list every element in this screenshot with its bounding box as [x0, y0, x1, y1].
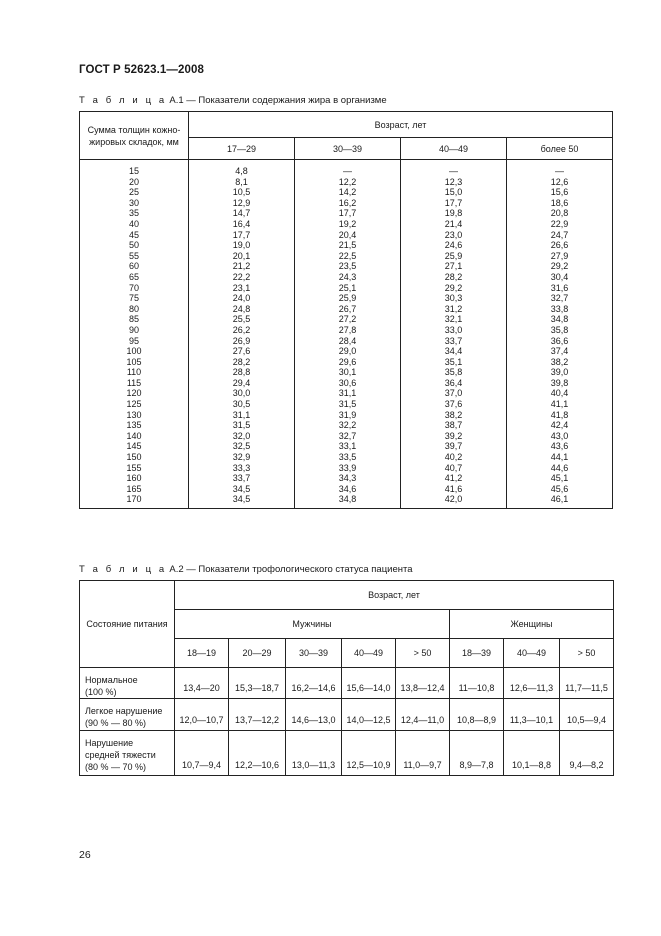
fat-percent-cell: 17,7: [401, 198, 507, 209]
fat-percent-cell: 38,2: [401, 410, 507, 421]
fat-percent-cell: 32,2: [295, 420, 401, 431]
fat-percent-cell: 37,6: [401, 399, 507, 410]
fat-percent-cell: 44,6: [507, 463, 613, 474]
skinfold-sum-cell: 135: [80, 420, 189, 431]
skinfold-sum-cell: 45: [80, 230, 189, 241]
fat-percent-cell: 33,0: [401, 325, 507, 336]
age-group-header: 17—29: [189, 138, 295, 160]
status-value-cell: 15,3—18,7: [229, 668, 286, 699]
status-value-cell: 10,7—9,4: [175, 731, 229, 776]
skinfold-sum-cell: 130: [80, 410, 189, 421]
fat-percent-cell: 25,5: [189, 314, 295, 325]
status-value-cell: 12,2—10,6: [229, 731, 286, 776]
fat-percent-cell: 30,3: [401, 293, 507, 304]
table-row: [80, 399, 613, 410]
table-row: [80, 219, 613, 230]
skinfold-sum-cell: 35: [80, 208, 189, 219]
table-row: [80, 160, 613, 177]
fat-percent-cell: 12,9: [189, 198, 295, 209]
fat-percent-cell: 43,6: [507, 441, 613, 452]
table-row: [80, 240, 613, 251]
skinfold-sum-cell: 50: [80, 240, 189, 251]
nutrition-state-line: (100 %): [85, 687, 117, 697]
fat-percent-cell: 41,6: [401, 484, 507, 495]
status-value-cell: 12,0—10,7: [175, 699, 229, 731]
nutrition-state-line: (80 % — 70 %): [85, 762, 147, 772]
fat-percent-cell: 38,7: [401, 420, 507, 431]
fat-percent-cell: 31,6: [507, 283, 613, 294]
nutrition-state-line: Нормальное: [85, 675, 138, 685]
skinfold-sum-cell: 110: [80, 367, 189, 378]
fat-percent-cell: 15,6: [507, 187, 613, 198]
fat-percent-cell: 33,9: [295, 463, 401, 474]
status-value-cell: 10,5—9,4: [560, 699, 614, 731]
fat-percent-cell: 14,7: [189, 208, 295, 219]
fat-percent-cell: 22,2: [189, 272, 295, 283]
fat-percent-cell: 39,0: [507, 367, 613, 378]
status-value-cell: 12,6—11,3: [504, 668, 560, 699]
fat-percent-cell: 14,2: [295, 187, 401, 198]
skinfold-sum-cell: 70: [80, 283, 189, 294]
table-row: [80, 177, 613, 188]
table-row: [80, 378, 613, 389]
fat-percent-cell: 34,3: [295, 473, 401, 484]
table-row: [80, 441, 613, 452]
col-header-age: Возраст, лет: [189, 112, 613, 138]
table-row: [80, 494, 613, 508]
fat-percent-cell: 29,0: [295, 346, 401, 357]
fat-percent-cell: 46,1: [507, 494, 613, 508]
fat-percent-cell: 26,2: [189, 325, 295, 336]
fat-percent-cell: 34,5: [189, 494, 295, 508]
fat-percent-cell: —: [507, 160, 613, 177]
table-row: [80, 230, 613, 241]
skinfold-sum-cell: 80: [80, 304, 189, 315]
table-row: [80, 272, 613, 283]
fat-percent-cell: 15,0: [401, 187, 507, 198]
skinfold-sum-cell: 150: [80, 452, 189, 463]
fat-percent-cell: 24,8: [189, 304, 295, 315]
table-a1-caption-prefix: Т а б л и ц а: [79, 95, 167, 106]
skinfold-sum-cell: 165: [80, 484, 189, 495]
status-value-cell: 10,1—8,8: [504, 731, 560, 776]
fat-percent-cell: 8,1: [189, 177, 295, 188]
fat-percent-cell: 45,1: [507, 473, 613, 484]
table-row: [80, 388, 613, 399]
status-value-cell: 13,8—12,4: [396, 668, 450, 699]
fat-percent-cell: 19,8: [401, 208, 507, 219]
fat-percent-cell: —: [401, 160, 507, 177]
fat-percent-cell: 33,8: [507, 304, 613, 315]
fat-percent-cell: 28,2: [189, 357, 295, 368]
fat-percent-cell: 30,1: [295, 367, 401, 378]
status-value-cell: 13,4—20: [175, 668, 229, 699]
fat-percent-cell: 25,9: [295, 293, 401, 304]
fat-percent-cell: 40,2: [401, 452, 507, 463]
fat-percent-cell: 29,2: [507, 261, 613, 272]
fat-percent-cell: 23,1: [189, 283, 295, 294]
skinfold-sum-cell: 55: [80, 251, 189, 262]
fat-percent-cell: 27,1: [401, 261, 507, 272]
fat-percent-cell: 24,0: [189, 293, 295, 304]
fat-percent-cell: 18,6: [507, 198, 613, 209]
fat-percent-cell: 31,5: [189, 420, 295, 431]
fat-percent-cell: 12,2: [295, 177, 401, 188]
fat-percent-cell: 26,9: [189, 336, 295, 347]
fat-percent-cell: 24,7: [507, 230, 613, 241]
skinfold-sum-cell: 15: [80, 160, 189, 177]
fat-percent-cell: 31,9: [295, 410, 401, 421]
fat-percent-cell: 20,1: [189, 251, 295, 262]
skinfold-sum-cell: 155: [80, 463, 189, 474]
fat-percent-cell: 20,8: [507, 208, 613, 219]
status-value-cell: 12,4—11,0: [396, 699, 450, 731]
fat-percent-cell: 40,7: [401, 463, 507, 474]
fat-percent-cell: 34,5: [189, 484, 295, 495]
table-row: [80, 699, 614, 731]
fat-percent-cell: 34,4: [401, 346, 507, 357]
fat-percent-cell: 35,8: [401, 367, 507, 378]
status-value-cell: 11,0—9,7: [396, 731, 450, 776]
skinfold-sum-cell: 115: [80, 378, 189, 389]
table-a2-caption: [79, 564, 413, 575]
fat-percent-cell: 40,4: [507, 388, 613, 399]
fat-percent-cell: 12,3: [401, 177, 507, 188]
status-value-cell: 11,7—11,5: [560, 668, 614, 699]
status-value-cell: 10,8—8,9: [450, 699, 504, 731]
table-row: [80, 304, 613, 315]
table-a1-body-fat: [79, 111, 613, 509]
fat-percent-cell: 29,6: [295, 357, 401, 368]
status-value-cell: 13,7—12,2: [229, 699, 286, 731]
fat-percent-cell: 42,4: [507, 420, 613, 431]
fat-percent-cell: 30,5: [189, 399, 295, 410]
fat-percent-cell: 27,2: [295, 314, 401, 325]
fat-percent-cell: 30,4: [507, 272, 613, 283]
col-header-men: Мужчины: [175, 610, 450, 639]
fat-percent-cell: —: [295, 160, 401, 177]
skinfold-sum-cell: 85: [80, 314, 189, 325]
fat-percent-cell: 24,3: [295, 272, 401, 283]
fat-percent-cell: 19,0: [189, 240, 295, 251]
fat-percent-cell: 28,4: [295, 336, 401, 347]
status-value-cell: 14,6—13,0: [286, 699, 342, 731]
age-group-header: 18—39: [450, 639, 504, 668]
fat-percent-cell: 21,4: [401, 219, 507, 230]
table-row: [80, 325, 613, 336]
fat-percent-cell: 32,5: [189, 441, 295, 452]
table-row: [80, 261, 613, 272]
nutrition-state-line: средней тяжести: [85, 750, 156, 760]
fat-percent-cell: 26,6: [507, 240, 613, 251]
age-group-header: > 50: [396, 639, 450, 668]
status-value-cell: 13,0—11,3: [286, 731, 342, 776]
fat-percent-cell: 24,6: [401, 240, 507, 251]
page-number: 26: [79, 849, 91, 861]
fat-percent-cell: 31,2: [401, 304, 507, 315]
table-row: [80, 208, 613, 219]
fat-percent-cell: 33,5: [295, 452, 401, 463]
nutrition-state-label: [80, 668, 175, 699]
fat-percent-cell: 38,2: [507, 357, 613, 368]
fat-percent-cell: 33,3: [189, 463, 295, 474]
status-value-cell: 16,2—14,6: [286, 668, 342, 699]
fat-percent-cell: 30,6: [295, 378, 401, 389]
document-header: ГОСТ Р 52623.1—2008: [79, 64, 204, 76]
table-row: [80, 463, 613, 474]
fat-percent-cell: 32,7: [295, 431, 401, 442]
fat-percent-cell: 21,2: [189, 261, 295, 272]
fat-percent-cell: 29,4: [189, 378, 295, 389]
fat-percent-cell: 30,0: [189, 388, 295, 399]
fat-percent-cell: 27,9: [507, 251, 613, 262]
fat-percent-cell: 20,4: [295, 230, 401, 241]
fat-percent-cell: 43,0: [507, 431, 613, 442]
table-row: [80, 357, 613, 368]
fat-percent-cell: 31,1: [189, 410, 295, 421]
fat-percent-cell: 34,8: [507, 314, 613, 325]
status-value-cell: 11—10,8: [450, 668, 504, 699]
col-header-women: Женщины: [450, 610, 614, 639]
status-value-cell: 8,9—7,8: [450, 731, 504, 776]
nutrition-state-line: Легкое нарушение: [85, 706, 163, 716]
table-a2-caption-prefix: Т а б л и ц а: [79, 564, 167, 575]
skinfold-sum-cell: 60: [80, 261, 189, 272]
fat-percent-cell: 27,6: [189, 346, 295, 357]
skinfold-sum-cell: 25: [80, 187, 189, 198]
skinfold-sum-cell: 40: [80, 219, 189, 230]
fat-percent-cell: 41,2: [401, 473, 507, 484]
fat-percent-cell: 39,2: [401, 431, 507, 442]
table-a2-caption-title: А.2 — Показатели трофологического статуса пациента: [166, 564, 413, 575]
age-group-header: 18—19: [175, 639, 229, 668]
fat-percent-cell: 42,0: [401, 494, 507, 508]
fat-percent-cell: 41,8: [507, 410, 613, 421]
fat-percent-cell: 34,6: [295, 484, 401, 495]
age-group-header: 40—49: [504, 639, 560, 668]
table-row: [80, 314, 613, 325]
skinfold-sum-cell: 100: [80, 346, 189, 357]
fat-percent-cell: 12,6: [507, 177, 613, 188]
col-header-age: Возраст, лет: [175, 581, 614, 610]
table-row: [80, 473, 613, 484]
table-row: [80, 198, 613, 209]
fat-percent-cell: 27,8: [295, 325, 401, 336]
table-a2-trophological-status: [79, 580, 614, 776]
age-group-header: более 50: [507, 138, 613, 160]
fat-percent-cell: 44,1: [507, 452, 613, 463]
age-group-header: > 50: [560, 639, 614, 668]
fat-percent-cell: 33,7: [189, 473, 295, 484]
nutrition-state-line: (90 % — 80 %): [85, 718, 147, 728]
fat-percent-cell: 35,8: [507, 325, 613, 336]
fat-percent-cell: 37,0: [401, 388, 507, 399]
fat-percent-cell: 36,4: [401, 378, 507, 389]
fat-percent-cell: 28,8: [189, 367, 295, 378]
fat-percent-cell: 10,5: [189, 187, 295, 198]
fat-percent-cell: 28,2: [401, 272, 507, 283]
table-row: [80, 431, 613, 442]
nutrition-state-label: [80, 699, 175, 731]
age-group-header: 30—39: [295, 138, 401, 160]
fat-percent-cell: 32,0: [189, 431, 295, 442]
fat-percent-cell: 35,1: [401, 357, 507, 368]
status-value-cell: 14,0—12,5: [342, 699, 396, 731]
table-row: [80, 668, 614, 699]
fat-percent-cell: 17,7: [189, 230, 295, 241]
fat-percent-cell: 45,6: [507, 484, 613, 495]
fat-percent-cell: 31,1: [295, 388, 401, 399]
table-row: [80, 293, 613, 304]
fat-percent-cell: 32,9: [189, 452, 295, 463]
skinfold-sum-cell: 145: [80, 441, 189, 452]
fat-percent-cell: 17,7: [295, 208, 401, 219]
fat-percent-cell: 22,5: [295, 251, 401, 262]
nutrition-state-line: Нарушение: [85, 738, 134, 748]
col-header-skinfold-sum: Сумма толщин кожно-жировых складок, мм: [80, 112, 189, 160]
fat-percent-cell: 16,4: [189, 219, 295, 230]
table-a1-caption: [79, 95, 387, 106]
fat-percent-cell: 39,7: [401, 441, 507, 452]
table-row: [80, 484, 613, 495]
fat-percent-cell: 25,9: [401, 251, 507, 262]
skinfold-sum-cell: 75: [80, 293, 189, 304]
skinfold-sum-cell: 140: [80, 431, 189, 442]
skinfold-sum-cell: 20: [80, 177, 189, 188]
age-group-header: 40—49: [401, 138, 507, 160]
fat-percent-cell: 33,7: [401, 336, 507, 347]
skinfold-sum-cell: 30: [80, 198, 189, 209]
fat-percent-cell: 4,8: [189, 160, 295, 177]
skinfold-sum-cell: 170: [80, 494, 189, 508]
status-value-cell: 9,4—8,2: [560, 731, 614, 776]
fat-percent-cell: 23,0: [401, 230, 507, 241]
table-row: [80, 187, 613, 198]
status-value-cell: 15,6—14,0: [342, 668, 396, 699]
fat-percent-cell: 41,1: [507, 399, 613, 410]
skinfold-sum-cell: 125: [80, 399, 189, 410]
fat-percent-cell: 22,9: [507, 219, 613, 230]
skinfold-sum-cell: 160: [80, 473, 189, 484]
age-group-header: 30—39: [286, 639, 342, 668]
fat-percent-cell: 33,1: [295, 441, 401, 452]
nutrition-state-label: [80, 731, 175, 776]
fat-percent-cell: 26,7: [295, 304, 401, 315]
col-header-nutrition-state: Состояние питания: [80, 581, 175, 668]
fat-percent-cell: 39,8: [507, 378, 613, 389]
table-row: [80, 367, 613, 378]
fat-percent-cell: 32,7: [507, 293, 613, 304]
table-row: [80, 283, 613, 294]
skinfold-sum-cell: 120: [80, 388, 189, 399]
fat-percent-cell: 23,5: [295, 261, 401, 272]
table-row: [80, 731, 614, 776]
fat-percent-cell: 25,1: [295, 283, 401, 294]
status-value-cell: 11,3—10,1: [504, 699, 560, 731]
age-group-header: 40—49: [342, 639, 396, 668]
fat-percent-cell: 29,2: [401, 283, 507, 294]
table-row: [80, 346, 613, 357]
table-a1-caption-title: А.1 — Показатели содержания жира в организме: [166, 95, 387, 106]
fat-percent-cell: 37,4: [507, 346, 613, 357]
fat-percent-cell: 31,5: [295, 399, 401, 410]
fat-percent-cell: 36,6: [507, 336, 613, 347]
table-row: [80, 336, 613, 347]
status-value-cell: 12,5—10,9: [342, 731, 396, 776]
table-row: [80, 452, 613, 463]
table-row: [80, 251, 613, 262]
fat-percent-cell: 34,8: [295, 494, 401, 508]
skinfold-sum-cell: 95: [80, 336, 189, 347]
fat-percent-cell: 32,1: [401, 314, 507, 325]
age-group-header: 20—29: [229, 639, 286, 668]
fat-percent-cell: 16,2: [295, 198, 401, 209]
table-row: [80, 420, 613, 431]
skinfold-sum-cell: 90: [80, 325, 189, 336]
skinfold-sum-cell: 105: [80, 357, 189, 368]
fat-percent-cell: 21,5: [295, 240, 401, 251]
table-row: [80, 410, 613, 421]
skinfold-sum-cell: 65: [80, 272, 189, 283]
fat-percent-cell: 19,2: [295, 219, 401, 230]
